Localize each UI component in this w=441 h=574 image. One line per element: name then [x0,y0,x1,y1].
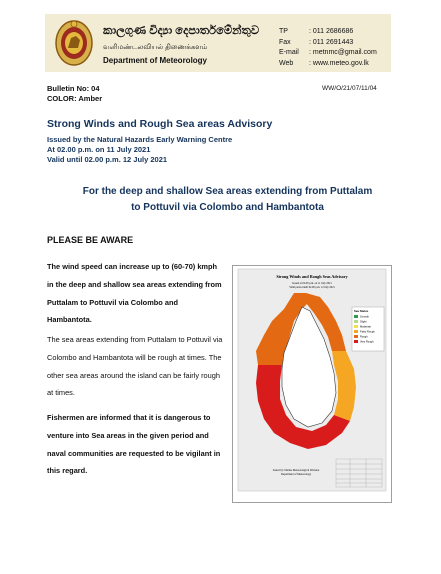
area-heading-line2: to Pottuvil via Colombo and Hambantota [131,202,324,213]
map-title: Strong Winds and Rough Seas Advisory [276,274,348,279]
reference-number: WW/O/21/07/11/04 [322,85,377,92]
legend-label-moderate: Moderate [360,325,371,329]
contact-row-fax [279,38,377,49]
map-subtitle-1: Issued at 02.00 p.m. on 11 July 2021 [292,282,332,285]
bulletin-info [47,84,102,104]
aware-heading: PLEASE BE AWARE [47,235,134,245]
fishermen-warning-paragraph: Fishermen are informed that it is dangerous to venture into Sea areas in the given period and naval communities are requested to be vigilant in this regard. [47,413,221,476]
contact-row-phone [279,27,377,38]
contact-value: : 011 2686686 [309,28,354,35]
legend-label-rough: Rough [360,335,368,339]
map-footer-2: Department of Meteorology [280,473,312,476]
contact-label: TP [279,28,288,35]
department-name-english: Department of Meteorology [103,56,208,65]
bulletin-color: COLOR: Amber [47,94,103,103]
map-subtitle-2: Valid period until 02.00 p.m. 12 July 2021 [289,286,335,289]
sea-status-map [232,265,392,503]
area-heading-line1: For the deep and shallow Sea areas extending from Puttalam [82,186,373,197]
issued-at: At 02.00 p.m. on 11 July 2021 [47,145,151,154]
contact-label: E-mail [279,49,299,56]
legend-swatch-fairly-rough [354,330,358,333]
wind-speed-paragraph: The wind speed can increase up to (60-70) kmph in the deep and shallow sea areas extending from Puttalam to Pottuvil via Colombo and Hambantota. [47,262,222,325]
issue-details [47,135,232,165]
issued-by: Issued by the Natural Hazards Early Warning Centre [47,135,233,144]
legend-label-fairly-rough: Fairly Rough [360,330,375,334]
legend-swatch-moderate [354,325,358,328]
department-name-sinhala: කාලගුණ විද්‍යා දෙපාර්තමේන්තුව [103,25,260,37]
contact-block [279,27,377,69]
department-name-tamil: வளிமண்டலவியல் திணைக்களம் [103,44,208,51]
contact-row-email [279,48,377,59]
legend-label-slight: Slight [360,320,367,324]
contact-row-web [279,59,377,70]
map-legend-title: Sea Status [354,309,369,313]
valid-until: Valid until 02.00 p.m. 12 July 2021 [47,155,168,164]
contact-value: : 011 2691443 [309,38,354,46]
legend-label-very-rough: Very Rough [360,340,374,344]
area-heading [55,184,400,216]
legend-swatch-smooth [354,315,358,318]
advisory-title: Strong Winds and Rough Sea areas Advisory [47,118,273,130]
bulletin-number: Bulletin No: 04 [47,84,100,93]
contact-label: Web [279,59,294,67]
legend-swatch-rough [354,335,358,338]
legend-label-smooth: Smooth [360,315,369,319]
legend-swatch-very-rough [354,340,358,343]
contact-value: : metnmc@gmail.com [309,49,377,56]
legend-swatch-slight [354,320,358,323]
map-footer-1: Issued by: Marine Meteorological Division [272,469,320,472]
map-legend-box [352,307,384,351]
contact-value: : www.meteo.gov.lk [309,59,369,67]
contact-label: Fax [279,38,291,46]
rough-seas-paragraph: The sea areas extending from Puttalam to Pottuvil via Colombo and Hambantota will be rough at times. The other sea areas around the island can be fairly rough at times. [47,335,223,398]
sri-lanka-emblem-icon [54,18,94,68]
